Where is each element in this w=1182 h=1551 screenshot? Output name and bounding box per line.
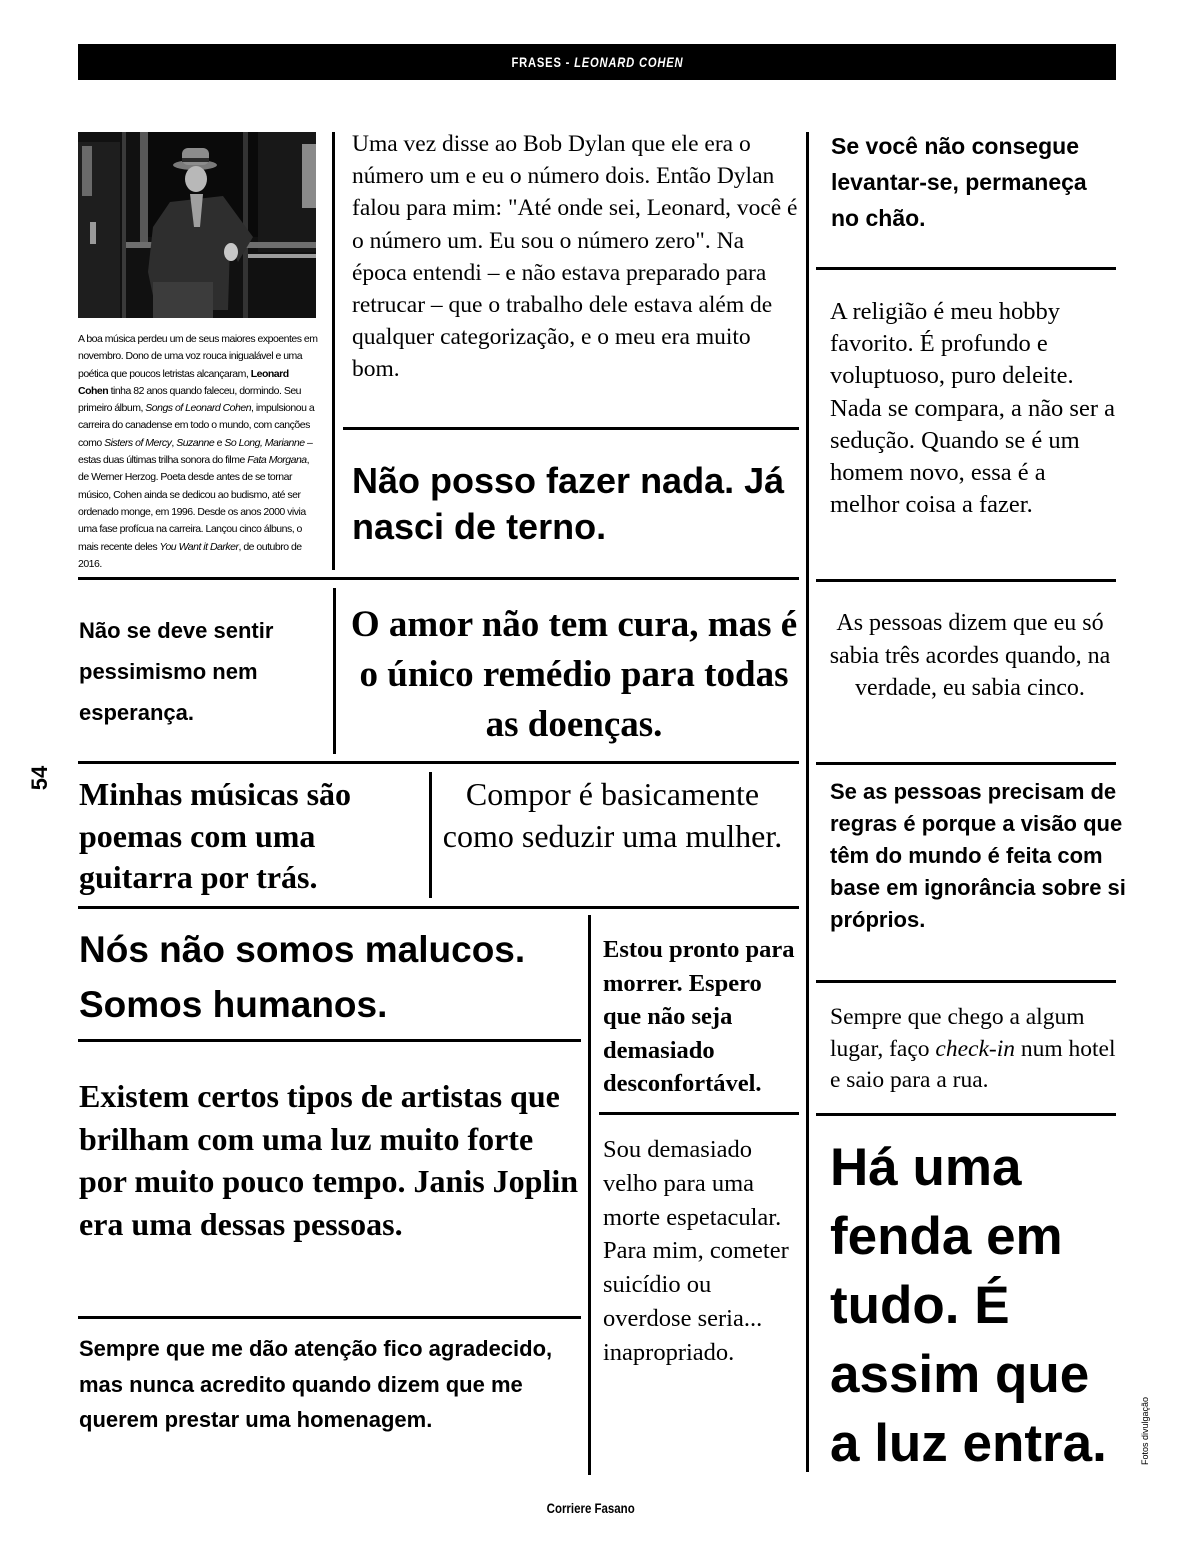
caption-album-title: Songs of Leonard Cohen	[145, 402, 252, 415]
quote-divider	[816, 579, 1116, 582]
caption-text: , de Werner Herzog. Poeta desde antes de se tornar músico, Cohen ainda se dedicou ao budismo, até ser ordenado monge, em 1996. Desde os anos 2000 vivia uma fase profícua na carreira. Lançou cinco álbuns, o mais recente deles	[78, 454, 310, 553]
caption-name: Leonard Cohen	[78, 367, 289, 397]
quote-malucos: Nós não somos malucos. Somos humanos.	[79, 929, 526, 1025]
quote-levantar: Se você não consegue levantar-se, permaneça no chão.	[831, 133, 1087, 231]
section-subject: LEONARD COHEN	[573, 54, 683, 70]
quote-homenagem: Sempre que me dão atenção fico agradecido, mas nunca acredito quando dizem que me querem prestar uma homenagem.	[79, 1336, 553, 1432]
column-divider	[332, 132, 335, 570]
quote-divider	[343, 427, 799, 430]
column-divider	[333, 588, 336, 754]
caption-album-title: You Want it Darker	[159, 540, 239, 553]
caption-text: – estas duas últimas trilha sonora do filme	[78, 436, 313, 467]
quote-amor: O amor não tem cura, mas é o único remédio para todas as doenças.	[350, 604, 798, 745]
caption-text: , impulsionou a carreira do canadense em todo o mundo, com canções como	[78, 402, 315, 449]
quote-regras: Se as pessoas precisam de regras é porque a visão que têm do mundo é feita com base em ignorância sobre si próprios.	[830, 779, 1126, 932]
section-label: FRASES -	[511, 54, 574, 70]
caption-text: ,	[171, 436, 177, 449]
caption-song-title: Sisters of Mercy	[104, 436, 172, 449]
quote-hotel-italic: check-in	[935, 1035, 1015, 1062]
quote-artistas: Existem certos tipos de artistas que brilham com uma luz muito forte por muito pouco tempo. Janis Joplin era uma dessas pessoas.	[79, 1078, 579, 1242]
quote-hotel-text: Sempre que chego a algum lugar, faço	[830, 1004, 1085, 1062]
section-title	[511, 54, 683, 70]
leonard-cohen-photo	[78, 132, 316, 318]
caption-song-title: So Long, Marianne	[224, 436, 305, 449]
quote-hotel	[830, 1002, 1125, 1097]
quote-velho: Sou demasiado velho para uma morte espetacular. Para mim, cometer suicídio ou overdose seria... inapropriado.	[603, 1136, 789, 1366]
caption-text: , de outubro de 2016.	[78, 540, 302, 570]
quote-divider	[816, 267, 1116, 270]
quote-divider	[599, 1112, 799, 1115]
quote-divider	[78, 906, 799, 909]
quote-pessimismo: Não se deve sentir pessimismo nem esperança.	[79, 618, 274, 725]
caption-text: A boa música perdeu um de seus maiores expoentes em novembro. Dono de uma voz rouca inigualável e uma poética que poucos letristas alcançaram,	[78, 333, 318, 380]
quote-divider	[816, 980, 1116, 983]
photo-illustration-icon	[78, 132, 316, 318]
quote-divider	[78, 761, 799, 764]
quote-terno: Não posso fazer nada. Já nasci de terno.	[352, 460, 785, 547]
column-divider	[806, 132, 809, 1472]
quote-fenda: Há uma fenda em tudo. É assim que a luz entra.	[830, 1138, 1107, 1473]
column-divider	[429, 772, 432, 898]
quote-compor: Compor é basicamente como seduzir uma mulher.	[442, 776, 783, 854]
publication-name: Corriere Fasano	[546, 1500, 636, 1516]
quote-hotel-text: num hotel e saio para a rua.	[830, 1035, 1116, 1093]
page-number: 54	[27, 765, 52, 791]
quote-religiao: A religião é meu hobby favorito. É profundo e voluptuoso, puro deleite. Nada se compara, a não ser a sedução. Quando se é um homem novo, essa é a melhor coisa a fazer.	[830, 298, 1116, 519]
quote-divider	[78, 577, 799, 580]
quote-divider	[816, 762, 1116, 765]
quote-poemas: Minhas músicas são poemas com uma guitarra por trás.	[79, 776, 352, 895]
photo-caption	[78, 331, 318, 573]
caption-text: e	[214, 436, 225, 449]
photo-credit: Fotos divulgação	[1140, 1396, 1150, 1465]
section-header-bar	[78, 44, 1116, 80]
quote-divider	[816, 1113, 1116, 1116]
quote-dylan: Uma vez disse ao Bob Dylan que ele era o número um e eu o número dois. Então Dylan falou para mim: "Até onde sei, Leonard, você é o número um. Eu sou o número zero". Na época entendi – e não estava preparado para retrucar – que o trabalho dele estava além de qualquer categorização, e o meu era muito bom.	[352, 131, 798, 383]
quote-acordes: As pessoas dizem que eu só sabia três acordes quando, na verdade, eu sabia cinco.	[829, 610, 1111, 701]
caption-film-title: Fata Morgana	[247, 454, 307, 467]
publication-footer	[0, 1500, 1182, 1516]
caption-song-title: Suzanne	[176, 436, 215, 449]
quote-divider	[78, 1316, 581, 1319]
quote-divider	[78, 1039, 581, 1042]
quote-morrer: Estou pronto para morrer. Espero que não seja demasiado desconfortável.	[603, 936, 795, 1097]
caption-text: tinha 82 anos quando faleceu, dormindo. Seu primeiro álbum,	[78, 384, 301, 415]
